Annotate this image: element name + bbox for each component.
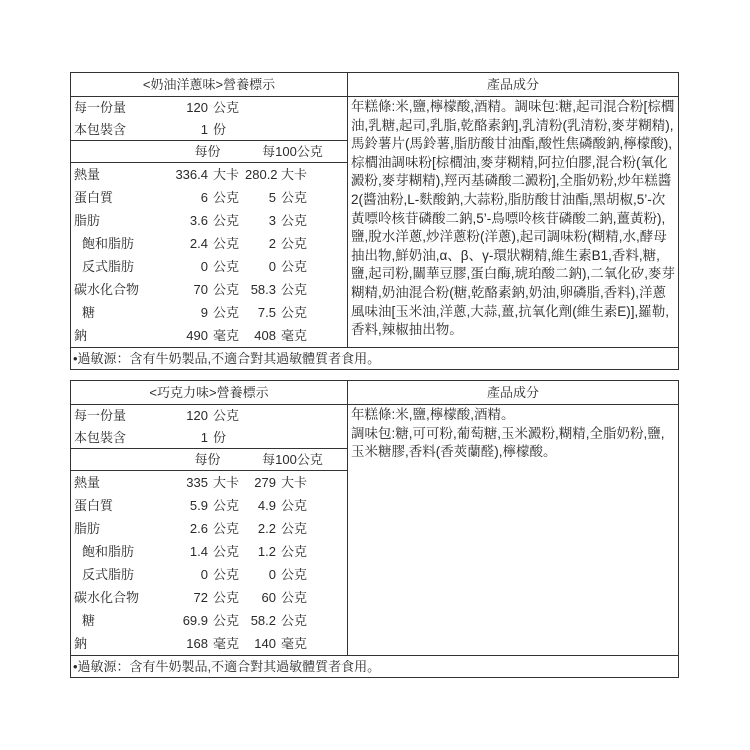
per-serving-unit: 毫克 bbox=[213, 328, 240, 343]
per-serving-unit: 公克 bbox=[213, 190, 240, 205]
nutrient-name: 鈉 bbox=[74, 328, 88, 343]
servings-per-package-row bbox=[71, 427, 347, 449]
ingredients-heading: 產品成分 bbox=[486, 77, 539, 92]
ingredients-paragraph: 年糕條:米,鹽,檸檬酸,酒精。 bbox=[351, 407, 515, 422]
per-100g-value: 2.2 bbox=[257, 521, 276, 536]
per-100g-unit: 公克 bbox=[281, 613, 308, 628]
serving-size-unit: 公克 bbox=[213, 100, 240, 115]
per-100g-value: 58.2 bbox=[250, 613, 276, 628]
nutrient-name: 糖 bbox=[82, 305, 96, 320]
per-serving-value: 336.4 bbox=[175, 167, 208, 182]
column-header-blank bbox=[71, 141, 170, 162]
servings-per-package-unit: 份 bbox=[213, 430, 227, 445]
per-100g-value: 5 bbox=[268, 190, 276, 205]
per-100g-unit: 公克 bbox=[281, 498, 308, 513]
nutrient-row-carbohydrate bbox=[71, 586, 347, 609]
per-100g-value: 4.9 bbox=[257, 498, 276, 513]
per-100g-value: 7.5 bbox=[257, 305, 276, 320]
ingredients-heading: 產品成分 bbox=[486, 385, 539, 400]
per-100g-value: 3 bbox=[268, 213, 276, 228]
per-100g-value: 0 bbox=[268, 567, 276, 582]
servings-per-package-value: 1 bbox=[200, 122, 208, 137]
ingredients-list bbox=[348, 97, 678, 347]
nutrient-name: 碳水化合物 bbox=[74, 282, 140, 297]
per-serving-unit: 毫克 bbox=[213, 636, 240, 651]
per-serving-unit: 公克 bbox=[213, 282, 240, 297]
nutrient-name: 脂肪 bbox=[74, 213, 101, 228]
per-serving-value: 9 bbox=[200, 305, 208, 320]
nutrition-table bbox=[71, 97, 348, 347]
nutrient-row-trans-fat bbox=[71, 563, 347, 586]
ingredients-paragraph: 調味包:糖,可可粉,葡萄糖,玉米澱粉,糊精,全脂奶粉,鹽,玉米糖膠,香料(香莢蘭醛),檸檬酸。 bbox=[351, 425, 665, 460]
nutrient-row-fat bbox=[71, 517, 347, 540]
per-100g-value: 279 bbox=[254, 475, 276, 490]
nutrition-table bbox=[71, 405, 348, 655]
serving-size-row bbox=[71, 97, 347, 119]
per-serving-value: 1.4 bbox=[189, 544, 208, 559]
nutrient-row-sugar bbox=[71, 609, 347, 632]
per-100g-unit: 公克 bbox=[281, 282, 308, 297]
nutrient-row-sugar bbox=[71, 301, 347, 324]
per-serving-unit: 公克 bbox=[213, 613, 240, 628]
nutrient-name: 熱量 bbox=[74, 167, 101, 182]
per-serving-value: 2.6 bbox=[189, 521, 208, 536]
per-serving-unit: 大卡 bbox=[213, 475, 240, 490]
per-serving-unit: 公克 bbox=[213, 544, 240, 559]
nutrient-row-protein bbox=[71, 494, 347, 517]
nutrient-row-energy bbox=[71, 471, 347, 494]
nutrient-name: 熱量 bbox=[74, 475, 101, 490]
servings-per-package-value: 1 bbox=[200, 430, 208, 445]
column-header-blank bbox=[71, 449, 170, 470]
nutrient-name: 蛋白質 bbox=[74, 498, 114, 513]
per-serving-value: 0 bbox=[200, 259, 208, 274]
per-100g-unit: 毫克 bbox=[281, 328, 308, 343]
per-serving-unit: 公克 bbox=[213, 305, 240, 320]
nutrient-name: 反式脂肪 bbox=[82, 567, 135, 582]
per-serving-unit: 公克 bbox=[213, 521, 240, 536]
per-serving-value: 70 bbox=[193, 282, 208, 297]
label-body bbox=[71, 405, 678, 655]
label-body bbox=[71, 97, 678, 347]
serving-size-label: 每一份量 bbox=[74, 408, 127, 423]
nutrition-title: <巧克力味>營養標示 bbox=[71, 381, 348, 404]
nutrient-name: 飽和脂肪 bbox=[82, 544, 135, 559]
per-serving-unit: 公克 bbox=[213, 236, 240, 251]
per-100g-unit: 公克 bbox=[281, 259, 308, 274]
nutrient-row-fat bbox=[71, 209, 347, 232]
per-serving-value: 168 bbox=[186, 636, 208, 651]
per-100g-unit: 公克 bbox=[281, 544, 308, 559]
per-100g-unit: 公克 bbox=[281, 521, 308, 536]
per-serving-value: 69.9 bbox=[182, 613, 208, 628]
per-serving-value: 5.9 bbox=[189, 498, 208, 513]
serving-size-value: 120 bbox=[186, 100, 208, 115]
per-serving-value: 72 bbox=[193, 590, 208, 605]
per-100g-unit: 公克 bbox=[281, 305, 308, 320]
per-100g-value: 58.3 bbox=[250, 282, 276, 297]
serving-size-value: 120 bbox=[186, 408, 208, 423]
per-serving-unit: 公克 bbox=[213, 590, 240, 605]
serving-size-unit: 公克 bbox=[213, 408, 240, 423]
per-100g-unit: 公克 bbox=[281, 236, 308, 251]
per-100g-value: 408 bbox=[254, 328, 276, 343]
per-serving-unit: 公克 bbox=[213, 567, 240, 582]
serving-size-row bbox=[71, 405, 347, 427]
nutrient-name: 反式脂肪 bbox=[82, 259, 135, 274]
column-header-row bbox=[71, 449, 347, 471]
servings-per-package-row bbox=[71, 119, 347, 141]
nutrition-title: <奶油洋蔥味>營養標示 bbox=[71, 73, 348, 96]
per-100g-value: 0 bbox=[268, 259, 276, 274]
per-100g-unit: 公克 bbox=[281, 213, 308, 228]
nutrient-name: 碳水化合物 bbox=[74, 590, 140, 605]
per-serving-header: 每份 bbox=[194, 144, 221, 159]
nutrient-name: 糖 bbox=[82, 613, 96, 628]
per-100g-unit: 公克 bbox=[281, 567, 308, 582]
nutrient-row-protein bbox=[71, 186, 347, 209]
nutrient-name: 蛋白質 bbox=[74, 190, 114, 205]
per-serving-unit: 公克 bbox=[213, 498, 240, 513]
nutrient-name: 鈉 bbox=[74, 636, 88, 651]
per-100g-unit: 大卡 bbox=[281, 167, 308, 182]
nutrient-row-trans-fat bbox=[71, 255, 347, 278]
nutrient-row-saturated-fat bbox=[71, 232, 347, 255]
per-serving-header: 每份 bbox=[194, 452, 221, 467]
label-header bbox=[71, 381, 678, 405]
ingredients-list bbox=[348, 405, 678, 655]
nutrition-label-chocolate bbox=[70, 380, 679, 678]
nutrient-name: 脂肪 bbox=[74, 521, 101, 536]
per-serving-value: 335 bbox=[186, 475, 208, 490]
label-header bbox=[71, 73, 678, 97]
per-100g-value: 140 bbox=[254, 636, 276, 651]
nutrient-name: 飽和脂肪 bbox=[82, 236, 135, 251]
nutrient-row-saturated-fat bbox=[71, 540, 347, 563]
servings-per-package-label: 本包裝含 bbox=[74, 122, 127, 137]
per-100g-value: 280.2 bbox=[245, 167, 278, 182]
per-100g-unit: 公克 bbox=[281, 590, 308, 605]
per-serving-unit: 公克 bbox=[213, 213, 240, 228]
per-serving-unit: 公克 bbox=[213, 259, 240, 274]
nutrient-row-sodium bbox=[71, 324, 347, 347]
ingredients-paragraph: 年糕條:米,鹽,檸檬酸,酒精。調味包:糖,起司混合粉[棕櫚油,乳糖,起司,乳脂,乾酪素鈉],乳清粉(乳清粉,麥芽糊精),馬鈴薯片(馬鈴薯,脂肪酸甘油酯,酸性焦磷酸鈉,檸檬酸),棕櫚油調味粉[棕櫚油,麥芽糊精,阿拉伯膠,混合粉(氧化澱粉,麥芽糊精),羥丙基磷酸二澱粉],全脂奶粉,炒年糕醬2(醬油粉,L-麩酸鈉,大蒜粉,脂肪酸甘油酯,黑胡椒,5’-次黃嘌呤核苷磷酸二鈉,5’-鳥嘌呤核苷磷酸二鈉,薑黃粉),鹽,脫水洋蔥,炒洋蔥粉(洋蔥),起司調味粉(糊精,水,酵母抽出物,鮮奶油,α、β、γ-環狀糊精,維生素B1,香料,糖,鹽,起司粉,關華豆膠,蛋白酶,琥珀酸二鈉),二氧化矽,麥芽糊精,奶油混合粉(糖,乾酪素鈉,奶油,卵磷脂,香料),洋蔥風味油[玉米油,洋蔥,大蒜,薑,抗氧化劑(維生素E)],羅勒,香料,辣椒抽出物。 bbox=[351, 99, 675, 338]
per-serving-value: 6 bbox=[200, 190, 208, 205]
servings-per-package-unit: 份 bbox=[213, 122, 227, 137]
per-serving-value: 2.4 bbox=[189, 236, 208, 251]
nutrient-row-carbohydrate bbox=[71, 278, 347, 301]
allergen-note: •過敏源：含有牛奶製品,不適合對其過敏體質者食用。 bbox=[71, 655, 678, 677]
serving-size-label: 每一份量 bbox=[74, 100, 127, 115]
allergen-note: •過敏源：含有牛奶製品,不適合對其過敏體質者食用。 bbox=[71, 347, 678, 369]
per-serving-value: 3.6 bbox=[189, 213, 208, 228]
per-100g-unit: 公克 bbox=[281, 190, 308, 205]
column-header-row bbox=[71, 141, 347, 163]
per-serving-unit: 大卡 bbox=[213, 167, 240, 182]
per-100g-header: 每100公克 bbox=[262, 144, 323, 159]
nutrient-row-energy bbox=[71, 163, 347, 186]
per-100g-value: 60 bbox=[261, 590, 276, 605]
nutrient-row-sodium bbox=[71, 632, 347, 655]
per-serving-value: 0 bbox=[200, 567, 208, 582]
per-100g-unit: 毫克 bbox=[281, 636, 308, 651]
per-100g-unit: 大卡 bbox=[281, 475, 308, 490]
servings-per-package-label: 本包裝含 bbox=[74, 430, 127, 445]
nutrition-label-cream-onion bbox=[70, 72, 679, 370]
per-100g-value: 1.2 bbox=[257, 544, 276, 559]
per-100g-header: 每100公克 bbox=[262, 452, 323, 467]
per-100g-value: 2 bbox=[268, 236, 276, 251]
per-serving-value: 490 bbox=[186, 328, 208, 343]
